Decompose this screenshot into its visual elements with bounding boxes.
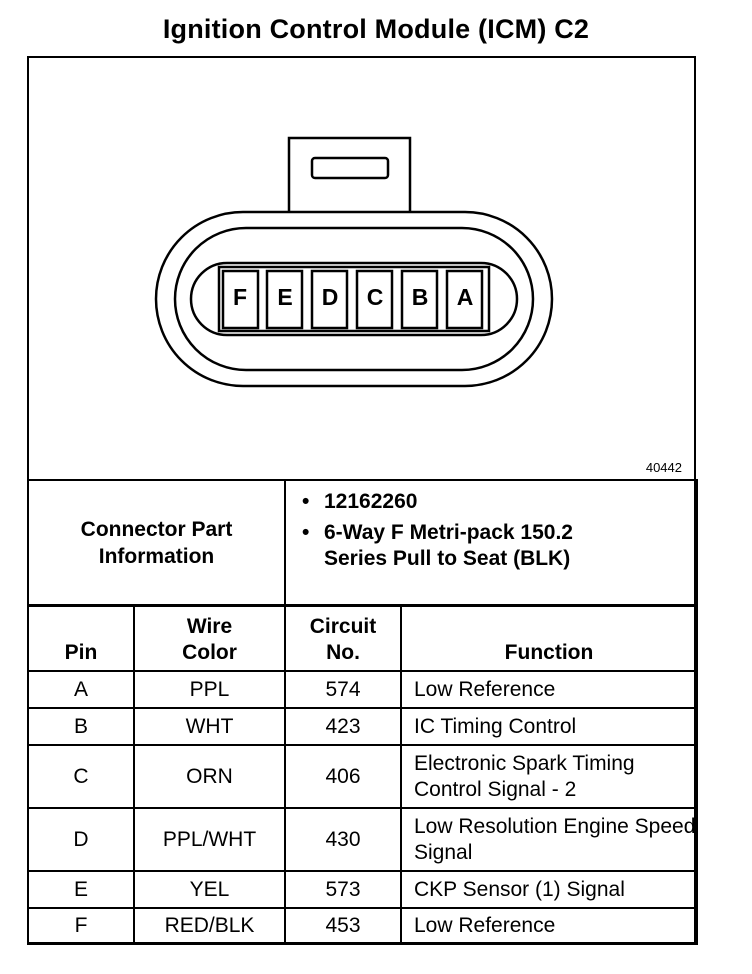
function-cell: IC Timing Control (401, 708, 697, 745)
pin-cell: A (28, 671, 134, 708)
pin-label-a: A (456, 284, 474, 310)
bullet: • (302, 490, 310, 513)
wire-color-cell: ORN (134, 745, 285, 808)
table-row (28, 908, 697, 944)
header-circuit-line2: No. (326, 641, 360, 664)
part-number: 12162260 (324, 490, 418, 513)
connector-part-info-list (285, 480, 697, 606)
circuit-cell: 574 (285, 671, 401, 708)
header-circuit-line1: Circuit (309, 615, 377, 638)
table-row (28, 871, 697, 908)
function-cell: Low Reference (401, 671, 697, 708)
pin-label-f: F (232, 284, 248, 310)
pin-table (27, 604, 698, 945)
table-row (28, 671, 697, 708)
circuit-cell: 430 (285, 808, 401, 871)
pin-cell: E (28, 871, 134, 908)
connector-part-info-label-line2: Information (98, 545, 215, 568)
table-row (28, 708, 697, 745)
header-wire-color-line2: Color (182, 641, 237, 664)
wire-color-cell: PPL (134, 671, 285, 708)
function-cell: Low Reference (401, 908, 697, 944)
bullet: • (302, 521, 310, 544)
header-pin: Pin (28, 605, 134, 671)
function-cell: Electronic Spark Timing Control Signal - 2 (401, 745, 697, 808)
wire-color-cell: RED/BLK (134, 908, 285, 944)
pin-cell: F (28, 908, 134, 944)
circuit-cell: 453 (285, 908, 401, 944)
connector-diagram (27, 56, 696, 480)
connector-description: 6-Way F Metri-pack 150.2 Series Pull to Seat (BLK) (324, 521, 573, 570)
function-cell: Low Resolution Engine Speed Signal (401, 808, 697, 871)
connector-part-info-label (28, 480, 285, 606)
wire-color-cell: YEL (134, 871, 285, 908)
lock-tab-slot (312, 158, 388, 178)
pin-label-c: C (366, 284, 384, 310)
pin-cell: B (28, 708, 134, 745)
connector-part-info-table (27, 479, 698, 607)
function-cell: CKP Sensor (1) Signal (401, 871, 697, 908)
pin-label-e: E (277, 284, 293, 310)
header-function: Function (401, 605, 697, 671)
header-circuit-no (285, 605, 401, 671)
connector-description-item (302, 520, 688, 572)
connector-drawing (27, 56, 696, 480)
pin-label-b: B (411, 284, 429, 310)
connector-part-info-label-line1: Connector Part (80, 518, 233, 541)
wire-color-cell: WHT (134, 708, 285, 745)
pin-cell: D (28, 808, 134, 871)
part-number-item (302, 489, 688, 515)
pin-cell: C (28, 745, 134, 808)
table-row (28, 745, 697, 808)
circuit-cell: 406 (285, 745, 401, 808)
table-row (28, 808, 697, 871)
pin-table-header (28, 605, 697, 671)
circuit-cell: 573 (285, 871, 401, 908)
figure-number: 40442 (645, 460, 682, 475)
header-wire-color-line1: Wire (186, 615, 233, 638)
pin-label-d: D (321, 284, 339, 310)
circuit-cell: 423 (285, 708, 401, 745)
wire-color-cell: PPL/WHT (134, 808, 285, 871)
header-wire-color (134, 605, 285, 671)
page-title: Ignition Control Module (ICM) C2 (162, 14, 590, 44)
